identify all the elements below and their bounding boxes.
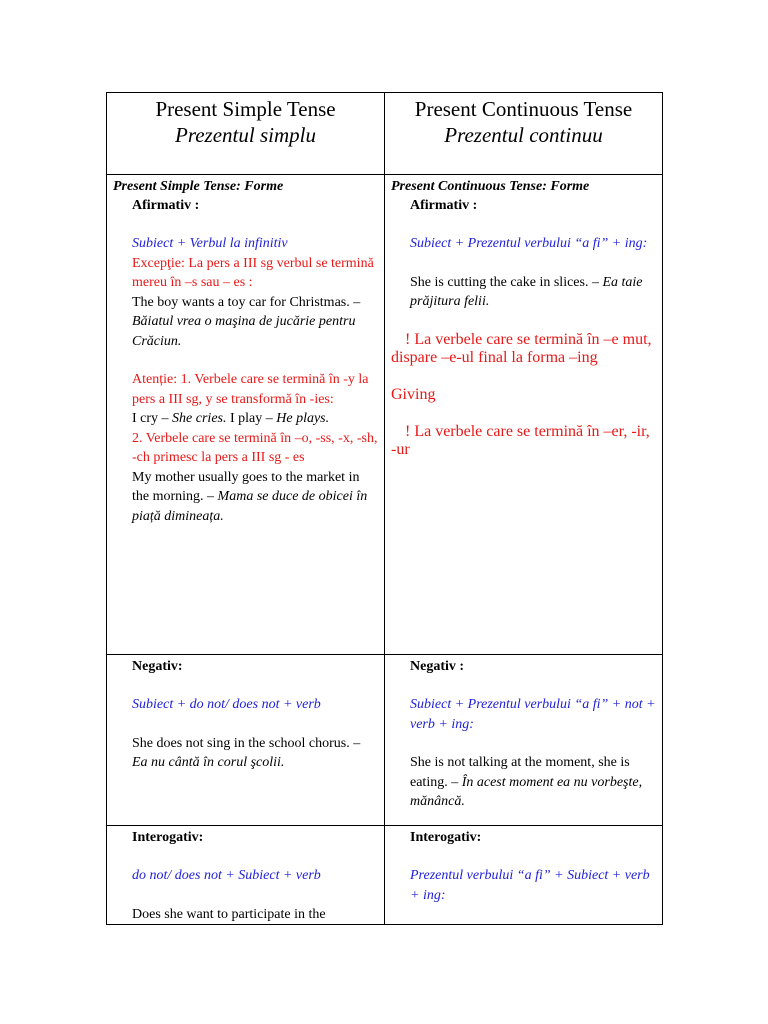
interog-formula-simple: do not/ does not + Subiect + verb xyxy=(132,868,321,883)
interrogative-cell-continuous xyxy=(385,826,663,925)
neg-example-simple: She does not sing in the school chorus. – Ea nu cântă în corul şcolii. xyxy=(132,735,361,770)
formula-continuous: Subiect + Prezentul verbului “a fi” + ing: xyxy=(410,236,648,251)
interog-example-simple: Does she want to participate in the xyxy=(132,906,326,922)
form-title-simple: Present Simple Tense: Forme xyxy=(113,179,284,194)
interog-label-continuous: Interogativ: xyxy=(410,830,482,845)
example1-simple: The boy wants a toy car for Christmas. – Băiatul vrea o maşina de jucărie pentru Crăciun. xyxy=(132,294,361,349)
header-simple-ro: Prezentul simplu xyxy=(175,123,316,147)
exception-simple: Excepţie: La pers a III sg verbul se termină mereu în –s sau – es : xyxy=(132,255,374,290)
formula-simple: Subiect + Verbul la infinitiv xyxy=(132,236,288,251)
neg-example-continuous: She is not talking at the moment, she is eating. – În acest moment ea nu vorbeşte, mănâncă. xyxy=(410,755,643,809)
header-cell-simple xyxy=(107,93,385,175)
interrogative-cell-simple xyxy=(107,826,385,925)
header-continuous-en: Present Continuous Tense xyxy=(414,97,633,121)
example2-simple: I cry – She cries. I play – He plays. xyxy=(132,411,330,426)
neg-formula-continuous: Subiect + Prezentul verbului “a fi” + not + verb + ing: xyxy=(410,697,656,732)
negativ-label-simple: Negativ: xyxy=(132,659,183,674)
interog-label-simple: Interogativ: xyxy=(132,830,204,845)
neg-formula-simple: Subiect + do not/ does not + verb xyxy=(132,697,321,712)
afirmativ-label-simple: Afirmativ : xyxy=(132,198,200,213)
negativ-label-continuous: Negativ : xyxy=(410,659,465,674)
example3-simple: My mother usually goes to the market in the morning. – Mama se duce de obicei în piață dimineața. xyxy=(132,469,368,524)
header-simple-en: Present Simple Tense xyxy=(155,97,336,121)
header-cell-continuous xyxy=(385,93,663,175)
giving-example: Giving xyxy=(391,385,436,403)
negative-cell-continuous xyxy=(385,655,663,826)
affirmative-cell-continuous xyxy=(385,175,663,655)
negative-cell-simple xyxy=(107,655,385,826)
form-title-continuous: Present Continuous Tense: Forme xyxy=(391,179,590,194)
afirmativ-label-continuous: Afirmativ : xyxy=(410,198,478,213)
affirmative-cell-simple xyxy=(107,175,385,655)
note2-simple: 2. Verbele care se termină în –o, -ss, -x, -sh, -ch primesc la pers a III sg - es xyxy=(132,430,378,465)
note2-continuous: ! La verbele care se termină în –er, -ir, -ur xyxy=(391,422,650,458)
note1-simple: Atenție: 1. Verbele care se termină în -y la pers a III sg, y se transformă în -ies: xyxy=(132,372,369,407)
header-continuous-ro: Prezentul continuu xyxy=(444,123,603,147)
interog-formula-continuous: Prezentul verbului “a fi” + Subiect + verb + ing: xyxy=(410,868,650,903)
example1-continuous: She is cutting the cake in slices. – Ea taie prăjitura felii. xyxy=(410,274,643,309)
note1-continuous: ! La verbele care se termină în –e mut, dispare –e-ul final la forma –ing xyxy=(391,330,652,366)
grammar-table xyxy=(106,92,663,925)
